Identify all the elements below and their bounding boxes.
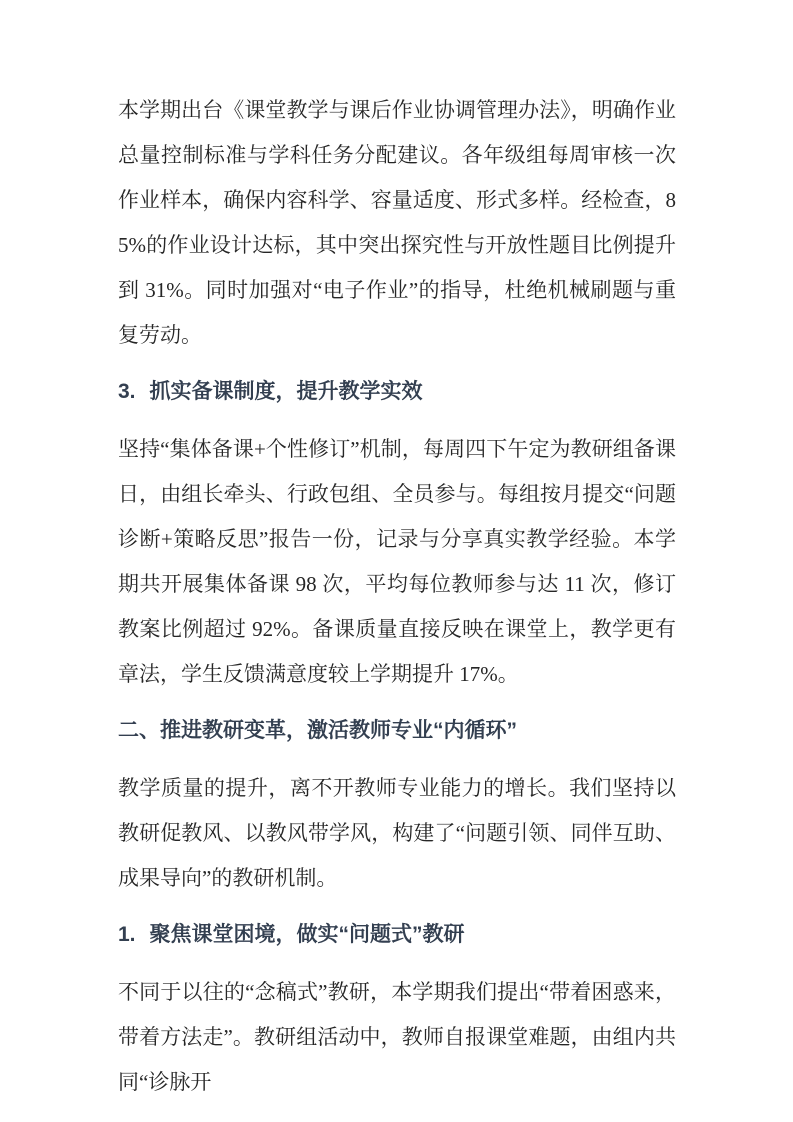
paragraph: 坚持“集体备课+个性修订”机制，每周四下午定为教研组备课日，由组长牵头、行政包组、全员参与。每组按月提交“问题诊断+策略反思”报告一份，记录与分享真实教学经验。本学期共开展集体备课 98 次，平均每位教师参与达 11 次，修订教案比例超过 92%。备课质量直接反映在课堂上，教学更有章法，学生反馈满意度较上学期提升 17%。 [118,437,676,686]
document-body [118,88,676,1105]
paragraph: 教学质量的提升，离不开教师专业能力的增长。我们坚持以教研促教风、以教风带学风，构建了“问题引领、同伴互助、成果导向”的教研机制。 [118,776,676,890]
subsection-heading-3 [118,369,676,414]
paragraph: 不同于以往的“念稿式”教研，本学期我们提出“带着困惑来，带着方法走”。教研组活动中，教师自报课堂难题，由组内共同“诊脉开 [118,980,676,1094]
paragraph: 本学期出台《课堂教学与课后作业协调管理办法》，明确作业总量控制标准与学科任务分配建议。各年级组每周审核一次作业样本，确保内容科学、容量适度、形式多样。经检查，85%的作业设计达标，其中突出探究性与开放性题目比例提升到 31%。同时加强对“电子作业”的指导，杜绝机械刷题与重复劳动。 [118,98,676,347]
heading-number: 3. [118,380,136,403]
section-heading-2: 二、推进教研变革，激活教师专业“内循环” [118,719,517,742]
subsection-heading-1 [118,912,676,957]
heading-number: 1. [118,923,136,946]
heading-text: 聚焦课堂困境，做实“问题式”教研 [149,923,465,946]
heading-text: 抓实备课制度，提升教学实效 [149,380,423,403]
